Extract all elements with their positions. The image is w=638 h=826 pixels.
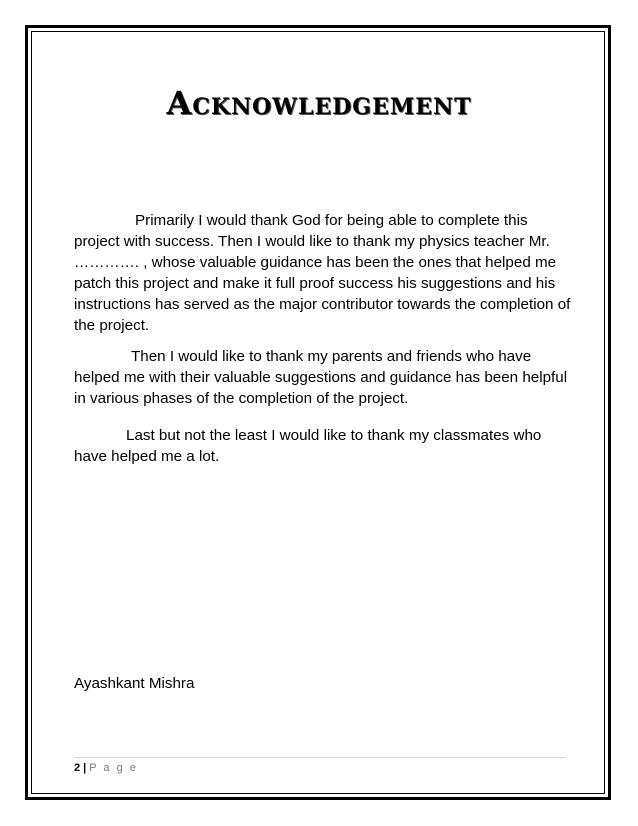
page-footer <box>74 762 138 774</box>
paragraph-1-text: Primarily I would thank God for being able to complete this project with success. Then I would like to thank my physics teacher Mr. …………. , whose valuable guidance has been the ones that helped me patch this project and make it full proof success his suggestions and his instructions has served as the major contributor towards the completion of the project. <box>74 212 571 334</box>
paragraph-3 <box>74 425 574 467</box>
footer-divider <box>74 757 566 758</box>
page-title: Acknowledgement <box>166 84 472 122</box>
footer-separator: | <box>83 762 87 774</box>
paragraph-1 <box>74 210 574 336</box>
paragraph-2-text: Then I would like to thank my parents and friends who have helped me with their valuable suggestions and guidance has been helpful in various phases of the completion of the project. <box>74 348 568 407</box>
paragraph-2 <box>74 346 574 409</box>
signature: Ayashkant Mishra <box>74 675 195 692</box>
paragraph-3-text: Last but not the least I would like to thank my classmates who have helped me a lot. <box>74 427 542 465</box>
page-number: 2 <box>74 762 81 774</box>
page-label: P a g e <box>89 762 138 774</box>
